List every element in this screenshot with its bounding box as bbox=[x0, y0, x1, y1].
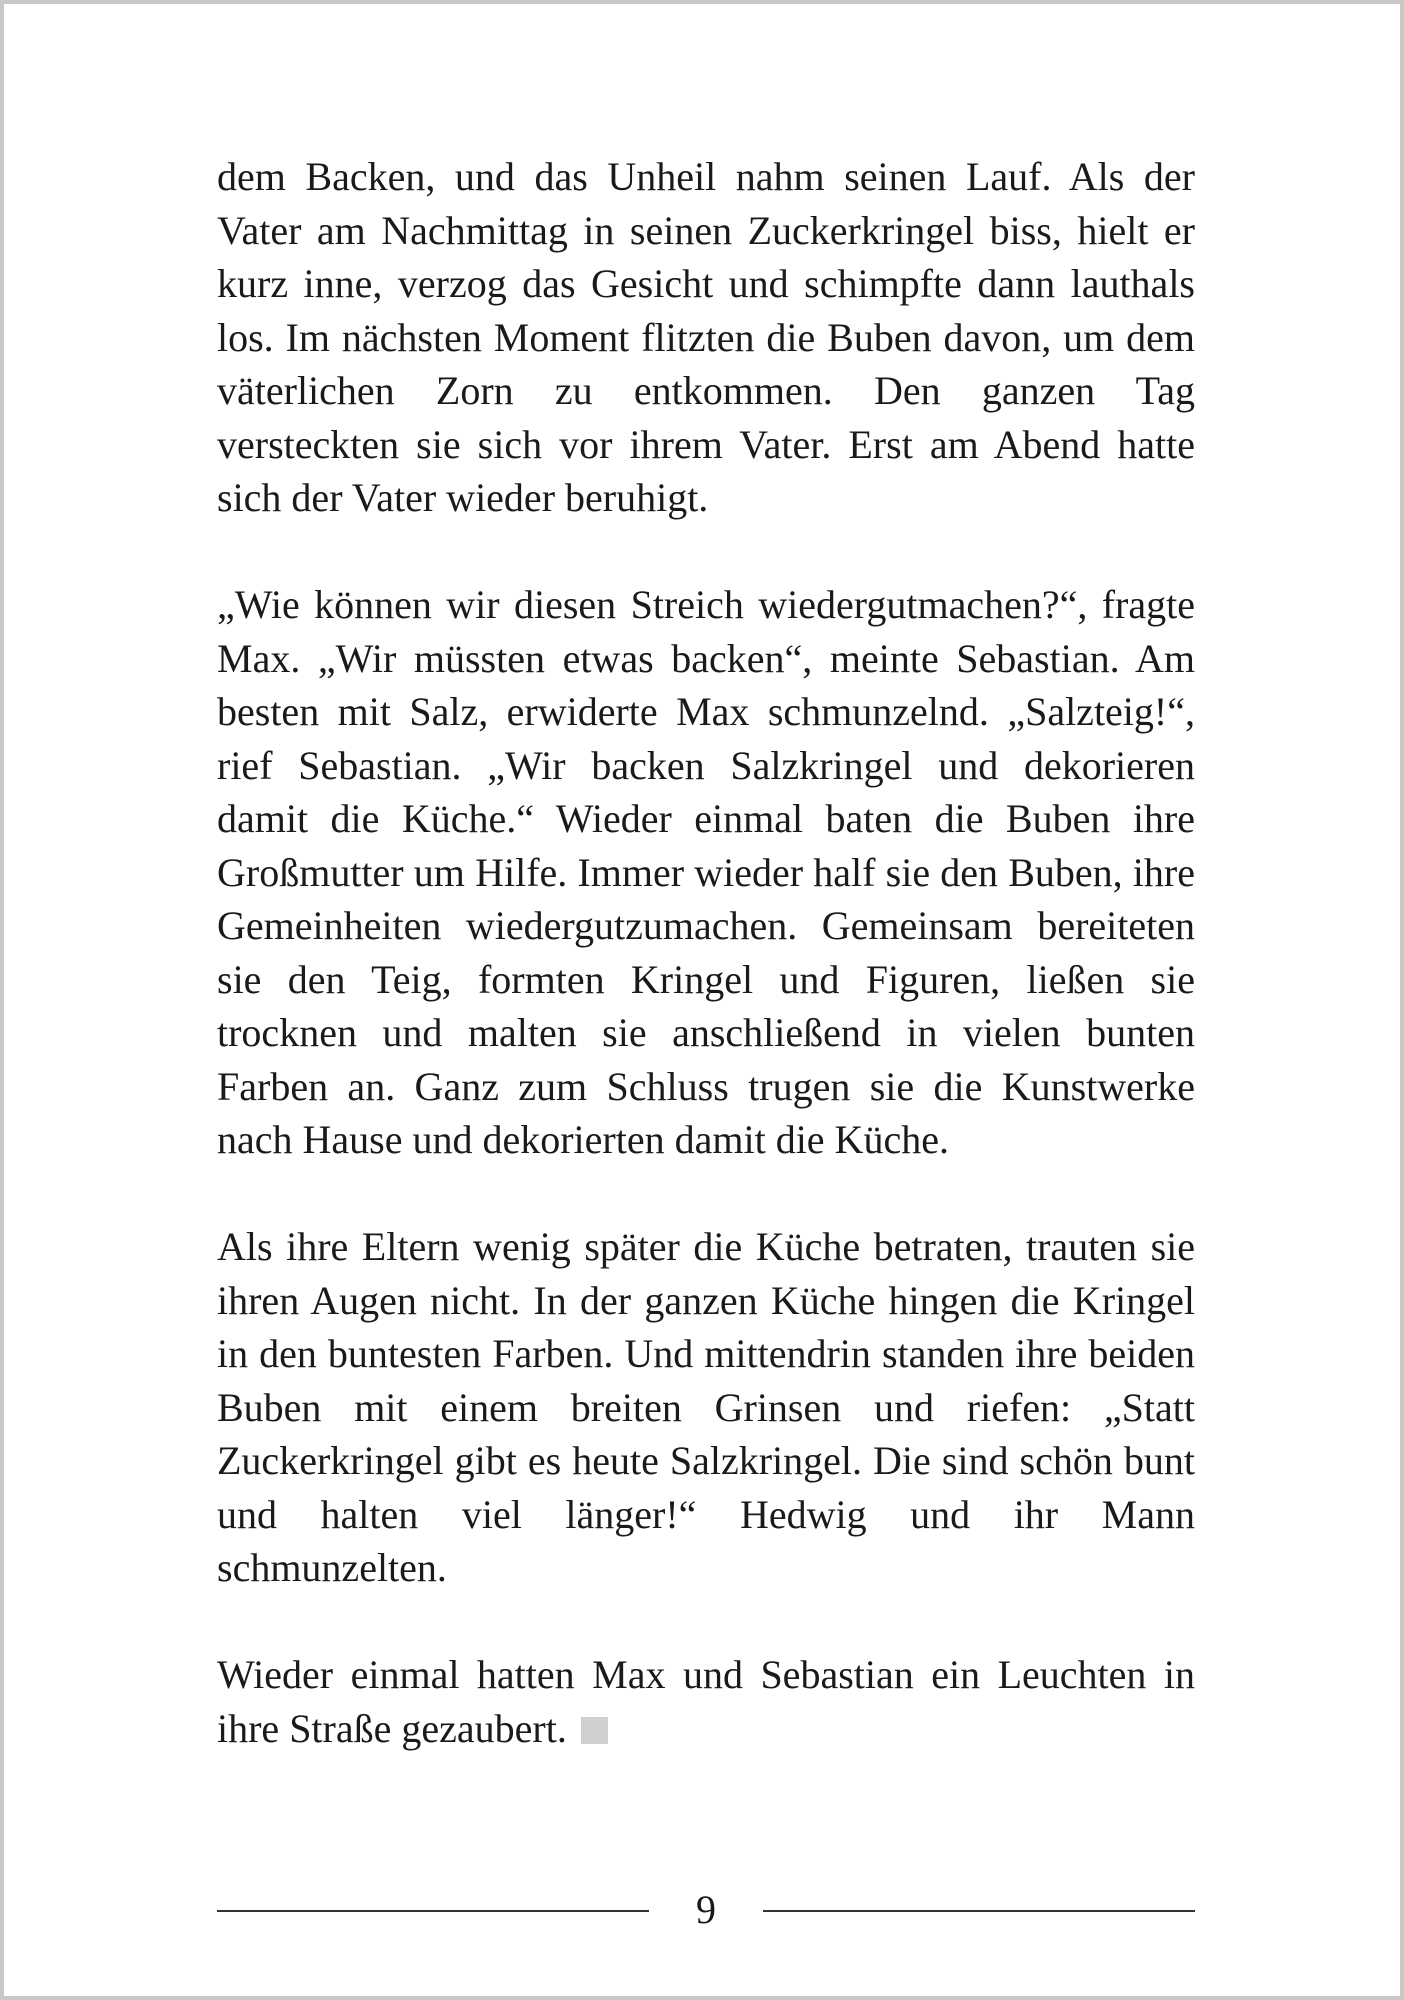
page-footer bbox=[217, 1882, 1195, 1942]
body-text bbox=[217, 150, 1195, 1755]
page-number: 9 bbox=[696, 1887, 716, 1932]
paragraph-4-text: Wieder einmal hatten Max und Sebastian ein Leuchten in ihre Straße gezaubert. bbox=[217, 1652, 1195, 1751]
end-mark-icon bbox=[581, 1717, 608, 1744]
footer-rule-right bbox=[763, 1910, 1195, 1912]
paragraph-3: Als ihre Eltern wenig später die Küche betraten, trauten sie ihren Augen nicht. In der ganzen Küche hingen die Kringel in den buntesten Farben. Und mittendrin standen ihre beiden Buben mit einem breiten Grinsen und riefen: „Statt Zuckerkringel gibt es heute Salzkringel. Die sind schön bunt und halten viel länger!“ Hedwig und ihr Mann schmunzelten. bbox=[217, 1224, 1195, 1590]
paragraph-4 bbox=[217, 1648, 1195, 1755]
paragraph-1: dem Backen, und das Unheil nahm seinen Lauf. Als der Vater am Nachmittag in seinen Zuckerkringel biss, hielt er kurz inne, verzog das Gesicht und schimpfte dann lauthals los. Im nächsten Moment flitzten die Buben davon, um dem väterlichen Zorn zu entkommen. Den ganzen Tag versteckten sie sich vor ihrem Vater. Erst am Abend hatte sich der Vater wieder beruhigt. bbox=[217, 154, 1195, 520]
paragraph-2: „Wie können wir diesen Streich wiedergutmachen?“, fragte Max. „Wir müssten etwas backen“, meinte Sebastian. Am besten mit Salz, erwiderte Max schmunzelnd. „Salzteig!“, rief Sebastian. „Wir backen Salzkringel und dekorieren damit die Küche.“ Wieder einmal baten die Buben ihre Großmutter um Hilfe. Immer wieder half sie den Buben, ihre Gemeinheiten wiedergutzumachen. Gemeinsam bereiteten sie den Teig, formten Kringel und Figuren, ließen sie trocknen und malten sie anschließend in vielen bunten Farben an. Ganz zum Schluss trugen sie die Kunstwerke nach Hause und dekorierten damit die Küche. bbox=[217, 582, 1195, 1162]
